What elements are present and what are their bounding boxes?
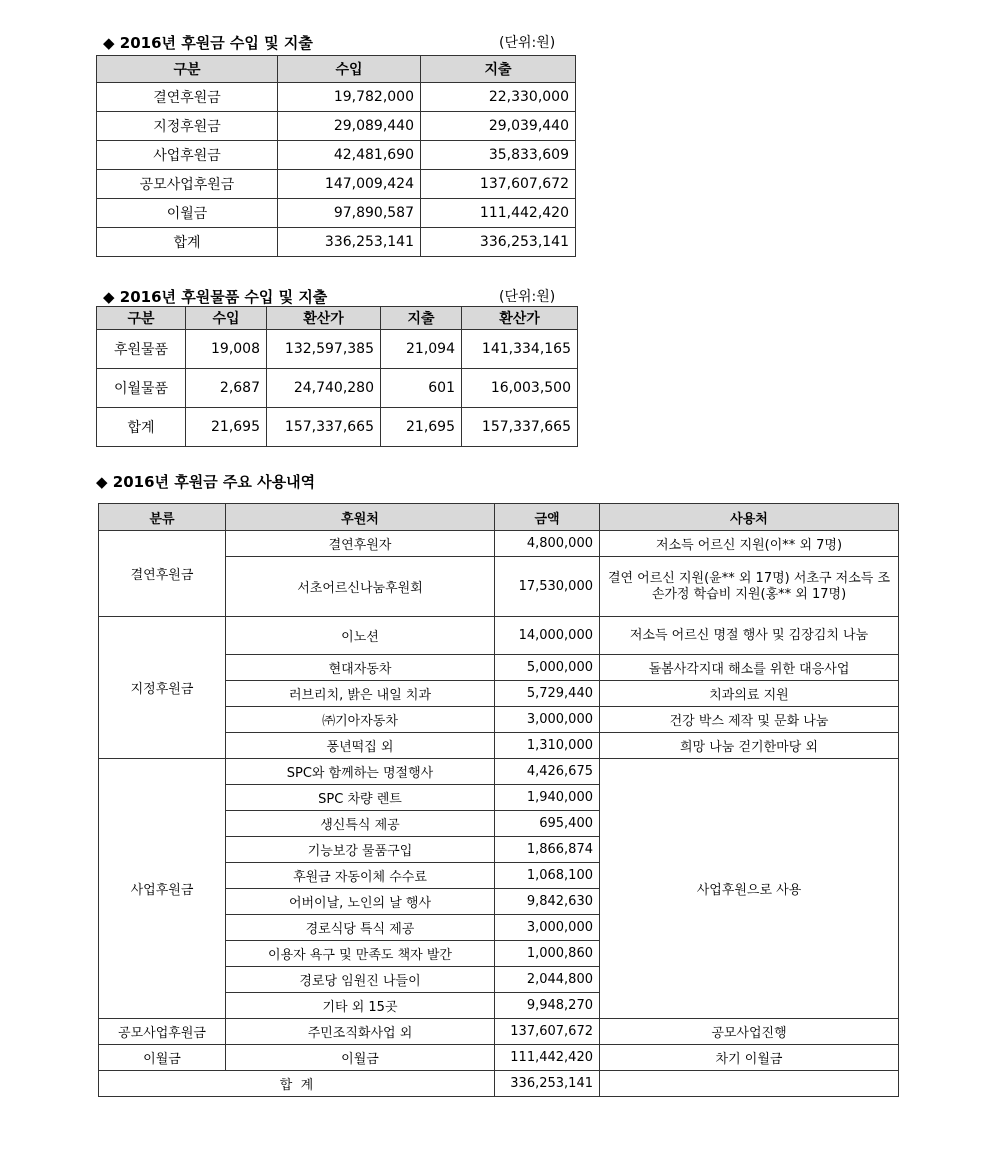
row-income-value: 157,337,665 bbox=[267, 408, 381, 447]
row-donor: 이월금 bbox=[226, 1045, 495, 1071]
row-income: 97,890,587 bbox=[278, 199, 421, 228]
row-donor: 기능보강 물품구입 bbox=[226, 837, 495, 863]
header-expense: 지출 bbox=[421, 56, 576, 83]
row-amount: 17,530,000 bbox=[495, 557, 600, 617]
row-amount: 1,000,860 bbox=[495, 941, 600, 967]
row-amount: 111,442,420 bbox=[495, 1045, 600, 1071]
row-use: 치과의료 지원 bbox=[600, 681, 899, 707]
row-expense: 21,094 bbox=[381, 330, 462, 369]
row-income: 147,009,424 bbox=[278, 170, 421, 199]
row-use: 저소득 어르신 지원(이** 외 7명) bbox=[600, 531, 899, 557]
row-use: 희망 나눔 걷기한마당 외 bbox=[600, 733, 899, 759]
row-amount: 695,400 bbox=[495, 811, 600, 837]
row-amount: 1,310,000 bbox=[495, 733, 600, 759]
table-row bbox=[97, 170, 576, 199]
row-expense: 29,039,440 bbox=[421, 112, 576, 141]
row-amount: 1,940,000 bbox=[495, 785, 600, 811]
row-category: 이월물품 bbox=[97, 369, 186, 408]
group-label: 지정후원금 bbox=[99, 617, 226, 759]
row-donor: SPC 차량 렌트 bbox=[226, 785, 495, 811]
table-row bbox=[97, 112, 576, 141]
row-donor: SPC와 함께하는 명절행사 bbox=[226, 759, 495, 785]
row-amount: 4,800,000 bbox=[495, 531, 600, 557]
row-income: 19,008 bbox=[186, 330, 267, 369]
row-use: 건강 박스 제작 및 문화 나눔 bbox=[600, 707, 899, 733]
row-expense: 137,607,672 bbox=[421, 170, 576, 199]
group-label: 이월금 bbox=[99, 1045, 226, 1071]
row-donor: 러브리치, 밝은 내일 치과 bbox=[226, 681, 495, 707]
row-donor: 기타 외 15곳 bbox=[226, 993, 495, 1019]
row-expense: 22,330,000 bbox=[421, 83, 576, 112]
goods-table bbox=[96, 306, 578, 447]
total-row bbox=[99, 1071, 899, 1097]
row-amount: 1,866,874 bbox=[495, 837, 600, 863]
row-category: 후원물품 bbox=[97, 330, 186, 369]
row-category: 공모사업후원금 bbox=[97, 170, 278, 199]
table-row bbox=[99, 1045, 899, 1071]
row-amount: 2,044,800 bbox=[495, 967, 600, 993]
row-donor: 서초어르신나눔후원회 bbox=[226, 557, 495, 617]
row-donor: 이노션 bbox=[226, 617, 495, 655]
row-income: 2,687 bbox=[186, 369, 267, 408]
header-expense: 지출 bbox=[381, 307, 462, 330]
table-row bbox=[99, 759, 899, 785]
row-use: 결연 어르신 지원(윤** 외 17명) 서초구 저소득 조손가정 학습비 지원(홍** 외 17명) bbox=[600, 557, 899, 617]
table-row bbox=[97, 330, 578, 369]
section2-unit: (단위:원) bbox=[499, 289, 556, 305]
table-row bbox=[97, 369, 578, 408]
row-donor: 경로당 임원진 나들이 bbox=[226, 967, 495, 993]
income-expense-table bbox=[96, 55, 576, 257]
header-income: 수입 bbox=[186, 307, 267, 330]
row-donor: ㈜기아자동차 bbox=[226, 707, 495, 733]
row-category: 사업후원금 bbox=[97, 141, 278, 170]
row-income: 21,695 bbox=[186, 408, 267, 447]
table-row bbox=[97, 141, 576, 170]
row-amount: 4,426,675 bbox=[495, 759, 600, 785]
header-amount: 금액 bbox=[495, 504, 600, 531]
row-donor: 후원금 자동이체 수수료 bbox=[226, 863, 495, 889]
row-expense: 35,833,609 bbox=[421, 141, 576, 170]
row-amount: 3,000,000 bbox=[495, 915, 600, 941]
row-use: 돌봄사각지대 해소를 위한 대응사업 bbox=[600, 655, 899, 681]
table-row bbox=[99, 617, 899, 655]
table-row bbox=[97, 83, 576, 112]
row-donor: 어버이날, 노인의 날 행사 bbox=[226, 889, 495, 915]
row-category: 합계 bbox=[97, 408, 186, 447]
row-expense: 21,695 bbox=[381, 408, 462, 447]
row-use: 저소득 어르신 명절 행사 및 김장김치 나눔 bbox=[600, 617, 899, 655]
row-amount: 137,607,672 bbox=[495, 1019, 600, 1045]
header-income-value: 환산가 bbox=[267, 307, 381, 330]
table-row bbox=[97, 199, 576, 228]
row-use: 공모사업진행 bbox=[600, 1019, 899, 1045]
row-donor: 풍년떡집 외 bbox=[226, 733, 495, 759]
row-expense: 111,442,420 bbox=[421, 199, 576, 228]
row-expense-value: 16,003,500 bbox=[462, 369, 578, 408]
row-amount: 9,948,270 bbox=[495, 993, 600, 1019]
row-expense-value: 157,337,665 bbox=[462, 408, 578, 447]
row-donor: 현대자동차 bbox=[226, 655, 495, 681]
row-amount: 5,729,440 bbox=[495, 681, 600, 707]
row-category: 지정후원금 bbox=[97, 112, 278, 141]
table-row bbox=[99, 1019, 899, 1045]
row-donor: 주민조직화사업 외 bbox=[226, 1019, 495, 1045]
table-row bbox=[99, 531, 899, 557]
header-donor: 후원처 bbox=[226, 504, 495, 531]
group-label: 결연후원금 bbox=[99, 531, 226, 617]
row-donor: 이용자 욕구 및 만족도 책자 발간 bbox=[226, 941, 495, 967]
section2-title: ◆ 2016년 후원물품 수입 및 지출 bbox=[103, 288, 328, 306]
row-donor: 결연후원자 bbox=[226, 531, 495, 557]
row-donor: 경로식당 특식 제공 bbox=[226, 915, 495, 941]
row-income-value: 24,740,280 bbox=[267, 369, 381, 408]
business-use-label: 사업후원으로 사용 bbox=[600, 759, 899, 1019]
total-use-empty bbox=[600, 1071, 899, 1097]
header-income: 수입 bbox=[278, 56, 421, 83]
row-income: 19,782,000 bbox=[278, 83, 421, 112]
group-label: 사업후원금 bbox=[99, 759, 226, 1019]
row-amount: 1,068,100 bbox=[495, 863, 600, 889]
section1-unit: (단위:원) bbox=[499, 35, 556, 51]
header-use: 사용처 bbox=[600, 504, 899, 531]
section1-title: ◆ 2016년 후원금 수입 및 지출 bbox=[103, 34, 313, 52]
row-amount: 5,000,000 bbox=[495, 655, 600, 681]
header-category: 구분 bbox=[97, 307, 186, 330]
row-income-value: 132,597,385 bbox=[267, 330, 381, 369]
row-expense: 601 bbox=[381, 369, 462, 408]
header-category: 구분 bbox=[97, 56, 278, 83]
row-use: 차기 이월금 bbox=[600, 1045, 899, 1071]
section3-title: ◆ 2016년 후원금 주요 사용내역 bbox=[96, 473, 316, 491]
group-label: 공모사업후원금 bbox=[99, 1019, 226, 1045]
row-amount: 14,000,000 bbox=[495, 617, 600, 655]
row-income: 29,089,440 bbox=[278, 112, 421, 141]
row-amount: 9,842,630 bbox=[495, 889, 600, 915]
total-row bbox=[97, 228, 576, 257]
row-income: 42,481,690 bbox=[278, 141, 421, 170]
row-category: 이월금 bbox=[97, 199, 278, 228]
header-group: 분류 bbox=[99, 504, 226, 531]
usage-table bbox=[98, 503, 899, 1097]
row-category: 결연후원금 bbox=[97, 83, 278, 112]
row-category: 합계 bbox=[97, 228, 278, 257]
total-row bbox=[97, 408, 578, 447]
row-donor: 생신특식 제공 bbox=[226, 811, 495, 837]
row-expense-value: 141,334,165 bbox=[462, 330, 578, 369]
row-amount: 3,000,000 bbox=[495, 707, 600, 733]
row-income: 336,253,141 bbox=[278, 228, 421, 257]
header-expense-value: 환산가 bbox=[462, 307, 578, 330]
total-amount: 336,253,141 bbox=[495, 1071, 600, 1097]
row-expense: 336,253,141 bbox=[421, 228, 576, 257]
total-label: 합 계 bbox=[99, 1071, 495, 1097]
